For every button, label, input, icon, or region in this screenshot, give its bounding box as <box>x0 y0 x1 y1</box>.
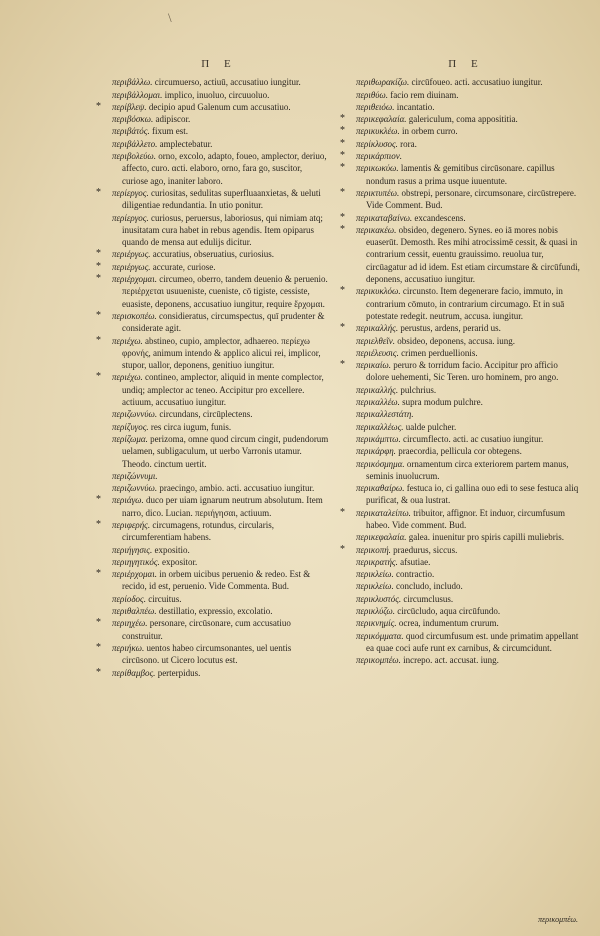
dictionary-entry <box>96 494 330 519</box>
asterisk-icon: * <box>96 666 101 678</box>
dictionary-entry <box>96 641 330 667</box>
entry-headword: περικάμπτω. <box>356 433 401 444</box>
asterisk-icon: * <box>96 186 101 198</box>
entry-headword: περίκλυσος. <box>356 138 398 149</box>
dictionary-entry <box>352 408 580 420</box>
entry-definition: considieratus, circumspectus, quī prudenter & considerate agit. <box>122 310 325 334</box>
dictionary-entry <box>340 137 580 150</box>
right-column-header: Π E <box>448 58 484 70</box>
entry-headword: περικαλλεστάτη. <box>356 409 414 420</box>
entry-definition: personare, circūsonare, cum accusatiuo construitur. <box>122 618 291 641</box>
dictionary-entry <box>352 76 580 88</box>
entry-definition: praecingo, ambio. acti. accusatiuo iungitur. <box>159 483 315 494</box>
entry-headword: περίεργος. <box>112 187 149 198</box>
entry-definition: expositio. <box>154 544 190 555</box>
asterisk-icon: * <box>96 260 101 272</box>
entry-definition: perustus, ardens, perarid us. <box>400 323 501 334</box>
dictionary-entry <box>96 371 330 408</box>
entry-definition: circuitus. <box>148 593 182 604</box>
entry-definition: praedurus, siccus. <box>393 544 458 555</box>
entry-headword: περίβλεψ. <box>112 101 147 112</box>
entry-headword: περικαταλείπω. <box>356 507 411 518</box>
entry-headword: περίεργος. <box>112 212 149 223</box>
entry-definition: amplectebatur. <box>159 138 213 149</box>
entry-headword: περιήγησις. <box>112 544 153 555</box>
entry-definition: increpo. act. accusat. iung. <box>403 655 499 666</box>
entry-headword: περιέλευσις. <box>356 347 399 358</box>
entry-definition: circumagens, rotundus, circularis, circumferentiam habens. <box>122 519 275 543</box>
asterisk-icon: * <box>96 309 101 321</box>
entry-headword: περικαλλέως. <box>356 421 404 432</box>
entry-definition: curiosus, peruersus, laboriosus, qui nimiam atq; inusitatam cura habet in rebus agendis. Item opiparus quando de mensa aut edulijs dicitur. <box>122 212 323 248</box>
asterisk-icon: * <box>96 371 101 383</box>
entry-headword: περιελθεῖν. <box>356 335 396 346</box>
entry-definition: contractio. <box>396 569 435 580</box>
dictionary-entry <box>108 556 330 568</box>
dictionary-entry <box>352 445 580 457</box>
entry-headword: περιθωρακίζω. <box>356 77 410 88</box>
entry-headword: περίθαμβος. <box>112 667 156 678</box>
entry-headword: περιβάλλετο. <box>112 138 158 149</box>
dictionary-entry <box>96 518 330 544</box>
entry-headword: περιβολεύω. <box>112 151 157 162</box>
dictionary-entry <box>108 150 330 187</box>
dictionary-entry <box>96 248 330 260</box>
asterisk-icon: * <box>96 494 101 506</box>
entry-definition: ualde pulcher. <box>405 421 457 432</box>
dictionary-entry <box>340 223 580 285</box>
asterisk-icon: * <box>96 334 101 346</box>
dictionary-entry <box>96 100 330 113</box>
dictionary-entry <box>108 138 330 150</box>
entry-definition: obstrepi, personare, circumsonare, circūstrepere. Vide Comment. Bud. <box>366 187 577 211</box>
entry-headword: περισκοπέω. <box>112 310 157 321</box>
entry-definition: orno, excolo, adapto, foueo, amplector, deriuo, affecto, curo. αcti. elaboro, orno, fara go, suscitor, curiose ago, inaniter laboro. <box>122 151 327 186</box>
dictionary-entry <box>96 260 330 273</box>
entry-definition: galea. inuenitur pro spiris capilli muliebris. <box>408 532 565 543</box>
entry-headword: περικλείω. <box>356 581 394 592</box>
left-column-header: Π E <box>201 58 237 70</box>
entry-definition: praecordia, pellicula cor obtegens. <box>398 446 522 457</box>
entry-headword: περικυκλόω. <box>356 286 401 297</box>
dictionary-entry <box>352 335 580 347</box>
entry-definition: incantatio. <box>396 101 435 112</box>
entry-definition: perterpidus. <box>157 667 201 678</box>
entry-headword: περικαταβαίνω. <box>356 212 413 223</box>
asterisk-icon: * <box>340 223 345 235</box>
entry-headword: περικλύζω. <box>356 606 395 617</box>
entry-definition: circumflecto. acti. ac cusatiuo iungitur. <box>403 433 544 444</box>
asterisk-icon: * <box>96 518 101 530</box>
entry-definition: circumclusus. <box>403 593 454 604</box>
entry-definition: tribuitor, affignor. Et induor, circumfusum habeo. Vide comment. Bud. <box>366 507 566 530</box>
entry-headword: περικαθαίρω. <box>356 483 405 494</box>
entry-definition: pulchrius. <box>400 384 437 395</box>
right-column <box>340 58 580 667</box>
entry-headword: περιζωννύω. <box>112 483 158 494</box>
entry-definition: adipiscor. <box>155 114 191 125</box>
entry-headword: περικοπή. <box>356 544 391 555</box>
dictionary-entry <box>352 556 580 568</box>
entry-headword: περιβάλλω. <box>112 77 153 88</box>
asterisk-icon: * <box>340 113 345 125</box>
entry-headword: περιέρχομαι. <box>112 569 158 580</box>
entry-headword: περιέργως. <box>112 261 151 272</box>
entry-headword: περικαλλής. <box>356 323 399 334</box>
asterisk-icon: * <box>340 543 345 555</box>
dictionary-entry <box>96 666 330 679</box>
entry-definition: expositor. <box>162 556 198 567</box>
dictionary-entry <box>340 162 580 187</box>
entry-headword: περιθειόω. <box>356 101 395 112</box>
dictionary-entry <box>96 273 330 310</box>
dictionary-entry <box>352 593 580 605</box>
dictionary-entry <box>340 543 580 556</box>
entry-headword: περιθαλπέω. <box>112 606 157 617</box>
entry-definition: ocrea, indumentum crurum. <box>398 618 499 629</box>
dictionary-entry <box>96 186 330 212</box>
entry-definition: circūcludo, aqua circūfundo. <box>397 606 501 617</box>
asterisk-icon: * <box>340 359 345 371</box>
entry-definition: in orbem uicibus peruenio & redeo. Est & recido, id est, peruenio. Vide Commenta. Bud. <box>122 569 311 592</box>
entry-definition: circunsto. Item degenerare facio, immuto, in contrarium cōmuto, in contrarium circumago. Et in suā potestate redegit. neutrum, accusa. iungitur. <box>366 286 565 321</box>
dictionary-entry <box>352 568 580 580</box>
entry-definition: supra modum pulchre. <box>402 397 483 408</box>
dictionary-entry <box>352 531 580 543</box>
dictionary-entry <box>352 347 580 359</box>
dictionary-entry <box>108 113 330 125</box>
entry-definition: fixum est. <box>151 126 188 137</box>
entry-definition: obsideo, degenero. Synes. eo iā mores nobis euaserūt. Demosth. Res mihi atrocissimē cessit, & quasi in contrarium cessit, euentu grauissimo. reuolua tur, circūagatur ad id idem. Est etiam circumstare & circūfundi, deponens, accusatiuo iungitur. <box>366 224 580 285</box>
dictionary-entry <box>340 125 580 137</box>
entry-definition: curiositas, sedulitas superfluaanxietas, & ueluti diligentiae redundantia. In utio ponitur. <box>122 187 321 211</box>
entry-definition: quod circumfusum est. unde primatim appellant ea quae coci aufe runt ex carnibus, & circumcidunt. <box>366 630 579 653</box>
asterisk-icon: * <box>96 568 101 580</box>
entry-definition: destillatio, expressio, excolatio. <box>158 606 273 617</box>
dictionary-entry <box>340 322 580 334</box>
dictionary-entry <box>108 544 330 556</box>
dictionary-entry <box>108 89 330 101</box>
dictionary-entry <box>340 113 580 125</box>
entry-headword: περικεφαλαία. <box>356 114 407 125</box>
dictionary-entry <box>108 125 330 137</box>
dictionary-entry <box>352 630 580 655</box>
entry-headword: περιθύω. <box>356 89 389 100</box>
dictionary-entry <box>340 150 580 162</box>
asterisk-icon: * <box>340 150 345 162</box>
entry-headword: περικλείω. <box>356 569 394 580</box>
entry-headword: περικάρπιον. <box>356 151 402 162</box>
entry-headword: περίοδος. <box>112 593 146 604</box>
entry-headword: περικνημίς. <box>356 618 397 629</box>
entry-headword: περιβόσκω. <box>112 114 154 125</box>
entry-definition: facio rem diuinam. <box>390 89 459 100</box>
left-column <box>96 58 330 679</box>
entry-headword: περιήκω. <box>112 642 145 653</box>
asterisk-icon: * <box>340 322 345 334</box>
dictionary-entry <box>352 654 580 666</box>
asterisk-icon: * <box>340 162 345 174</box>
dictionary-entry <box>340 186 580 212</box>
entry-headword: περιηγητικός. <box>112 556 160 567</box>
asterisk-icon: * <box>96 248 101 260</box>
dictionary-entry <box>352 89 580 101</box>
dictionary-entry <box>352 101 580 113</box>
asterisk-icon: * <box>96 273 101 285</box>
entry-headword: περιφερής. <box>112 519 151 530</box>
entry-definition: obsideo, deponens, accusa. iung. <box>397 335 516 346</box>
dictionary-entry <box>96 309 330 335</box>
dictionary-entry <box>352 433 580 445</box>
entry-definition: decipio apud Galenum cum accusatiuo. <box>148 101 291 112</box>
entry-definition: crimen perduellionis. <box>401 347 478 358</box>
right-entries <box>340 76 580 666</box>
dictionary-entry <box>340 506 580 532</box>
entry-definition: peruro & torridum facio. Accipitur pro afficio dolore uehementi, Sic Teren. uro hominem, pro ango. <box>366 360 559 383</box>
dictionary-entry <box>108 482 330 494</box>
entry-headword: περικόμματα. <box>356 630 404 641</box>
entry-definition: contineo, amplector, aliquid in mente complector, undiq; amplector ac teneo. Accipitur pro excellere. actiuum, accusatiuo iungitur. <box>122 372 324 408</box>
dictionary-entry <box>352 617 580 629</box>
dictionary-entry <box>96 334 330 372</box>
entry-definition: implico, inuoluo, circuuoluo. <box>164 89 270 100</box>
entry-definition: lamentis & gemitibus circūsonare. capillus nondum rasus a prima usque iuuentute. <box>366 163 555 186</box>
entry-headword: περικακέω. <box>356 224 397 235</box>
dictionary-entry <box>96 617 330 642</box>
dictionary-entry <box>108 433 330 470</box>
entry-headword: περικάρφη. <box>356 446 396 457</box>
entry-definition: excandescens. <box>414 212 466 223</box>
entry-headword: περίζυγος. <box>112 421 149 432</box>
dictionary-entry <box>340 359 580 384</box>
catchword: περικομπέω. <box>538 915 578 924</box>
entry-definition: afsutiae. <box>400 556 431 567</box>
asterisk-icon: * <box>340 211 345 223</box>
dictionary-entry <box>352 482 580 507</box>
entry-headword: περιέχω. <box>112 335 143 346</box>
left-entries <box>96 76 330 679</box>
entry-headword: περικεφαλαία. <box>356 532 407 543</box>
entry-headword: περιέργως. <box>112 249 151 260</box>
entry-definition: accurate, curiose. <box>152 261 216 272</box>
entry-definition: concludo, includo. <box>396 581 463 592</box>
dictionary-entry <box>352 458 580 483</box>
dictionary-entry <box>340 211 580 224</box>
entry-definition: abstineo, cupio, amplector, adhaereo. περίεχω φρονής, animum intendo & applico alicui rei, implicor, stupor, uallor, deponens, genitiuo iungitur. <box>122 335 321 371</box>
dictionary-entry <box>108 470 330 482</box>
entry-definition: res circa iugum, funis. <box>150 421 232 432</box>
entry-definition: rora. <box>400 138 417 149</box>
entry-headword: περιζώννυμι. <box>112 470 158 481</box>
entry-headword: περιζωννύω. <box>112 409 158 420</box>
dictionary-entry <box>352 396 580 408</box>
entry-headword: περικαλλέω. <box>356 397 400 408</box>
dictionary-entry <box>352 421 580 433</box>
asterisk-icon: * <box>96 100 101 112</box>
asterisk-icon: * <box>340 285 345 297</box>
entry-headword: περικόσμημα. <box>356 458 405 469</box>
entry-headword: περιέχω. <box>112 372 143 383</box>
asterisk-icon: * <box>96 617 101 629</box>
asterisk-icon: * <box>340 137 345 149</box>
asterisk-icon: * <box>340 125 345 137</box>
dictionary-entry <box>352 605 580 617</box>
entry-definition: duco per uiam ignarum neutrum absolutum. Item narro, dico. Lucian. περιήγησαι, actiuum. <box>122 495 323 518</box>
entry-headword: περικομπέω. <box>356 655 401 666</box>
dictionary-entry <box>96 568 330 593</box>
entry-definition: circumeo, oberro, tandem deuenio & peruenio. περιέρχεται usuueniste, cueniste, cō tigiste, cessiste, euasiste, deponens, accusatiuo iungitur, require ἔρχομαι. <box>122 274 328 309</box>
dictionary-entry <box>340 285 580 322</box>
dictionary-entry <box>352 384 580 396</box>
asterisk-icon: * <box>340 506 345 518</box>
dictionary-entry <box>108 408 330 420</box>
entry-headword: περικαλλής. <box>356 384 399 395</box>
entry-definition: circumuerso, actiuū, accusatiuo iungitur. <box>154 77 301 88</box>
dictionary-entry <box>108 212 330 249</box>
entry-definition: galericulum, coma apposititia. <box>408 114 518 125</box>
entry-definition: accuratius, obseruatius, curiosius. <box>152 249 275 260</box>
dictionary-entry <box>352 580 580 592</box>
entry-headword: περιβάλλομαι. <box>112 89 163 100</box>
entry-definition: circundans, circūplectens. <box>159 409 253 420</box>
asterisk-icon: * <box>340 186 345 198</box>
entry-headword: περίζωμα. <box>112 433 148 444</box>
asterisk-icon: * <box>96 641 101 653</box>
entry-headword: περιέρχομαι. <box>112 274 158 285</box>
entry-headword: περικυκλέω. <box>356 126 400 137</box>
dictionary-entry <box>108 605 330 617</box>
entry-headword: περικλυστός. <box>356 593 402 604</box>
entry-definition: festuca io, ci gallina ouo edi to sese festuca aliq purificat, & oua lustrat. <box>366 483 579 506</box>
entry-headword: περιβάτός. <box>112 126 150 137</box>
entry-headword: περικτυπέω. <box>356 187 400 198</box>
entry-definition: ornamentum circa exteriorem partem manus, seminis inuolucrum. <box>366 458 569 481</box>
entry-headword: περιηχέω. <box>112 618 148 629</box>
entry-definition: uentos habeo circumsonantes, uel uentis circūsono. ut Cicero locutus est. <box>122 642 292 666</box>
entry-definition: in orbem curro. <box>401 126 458 137</box>
dictionary-entry <box>108 593 330 605</box>
corner-mark: \ <box>168 10 172 25</box>
entry-headword: περικωκύω. <box>356 163 399 174</box>
entry-headword: περικρατής. <box>356 556 398 567</box>
entry-definition: perizoma, omne quod circum cingit, pudendorum uelamen, subligaculum, ut uerbo Varronis utamur. Theodo. cinctum uertit. <box>122 433 329 469</box>
entry-definition: circūfoueo. acti. accusatiuo iungitur. <box>411 77 543 88</box>
dictionary-entry <box>108 421 330 433</box>
entry-headword: περικαίω. <box>356 360 392 371</box>
dictionary-entry <box>108 76 330 88</box>
entry-headword: περιάγω. <box>112 495 144 506</box>
